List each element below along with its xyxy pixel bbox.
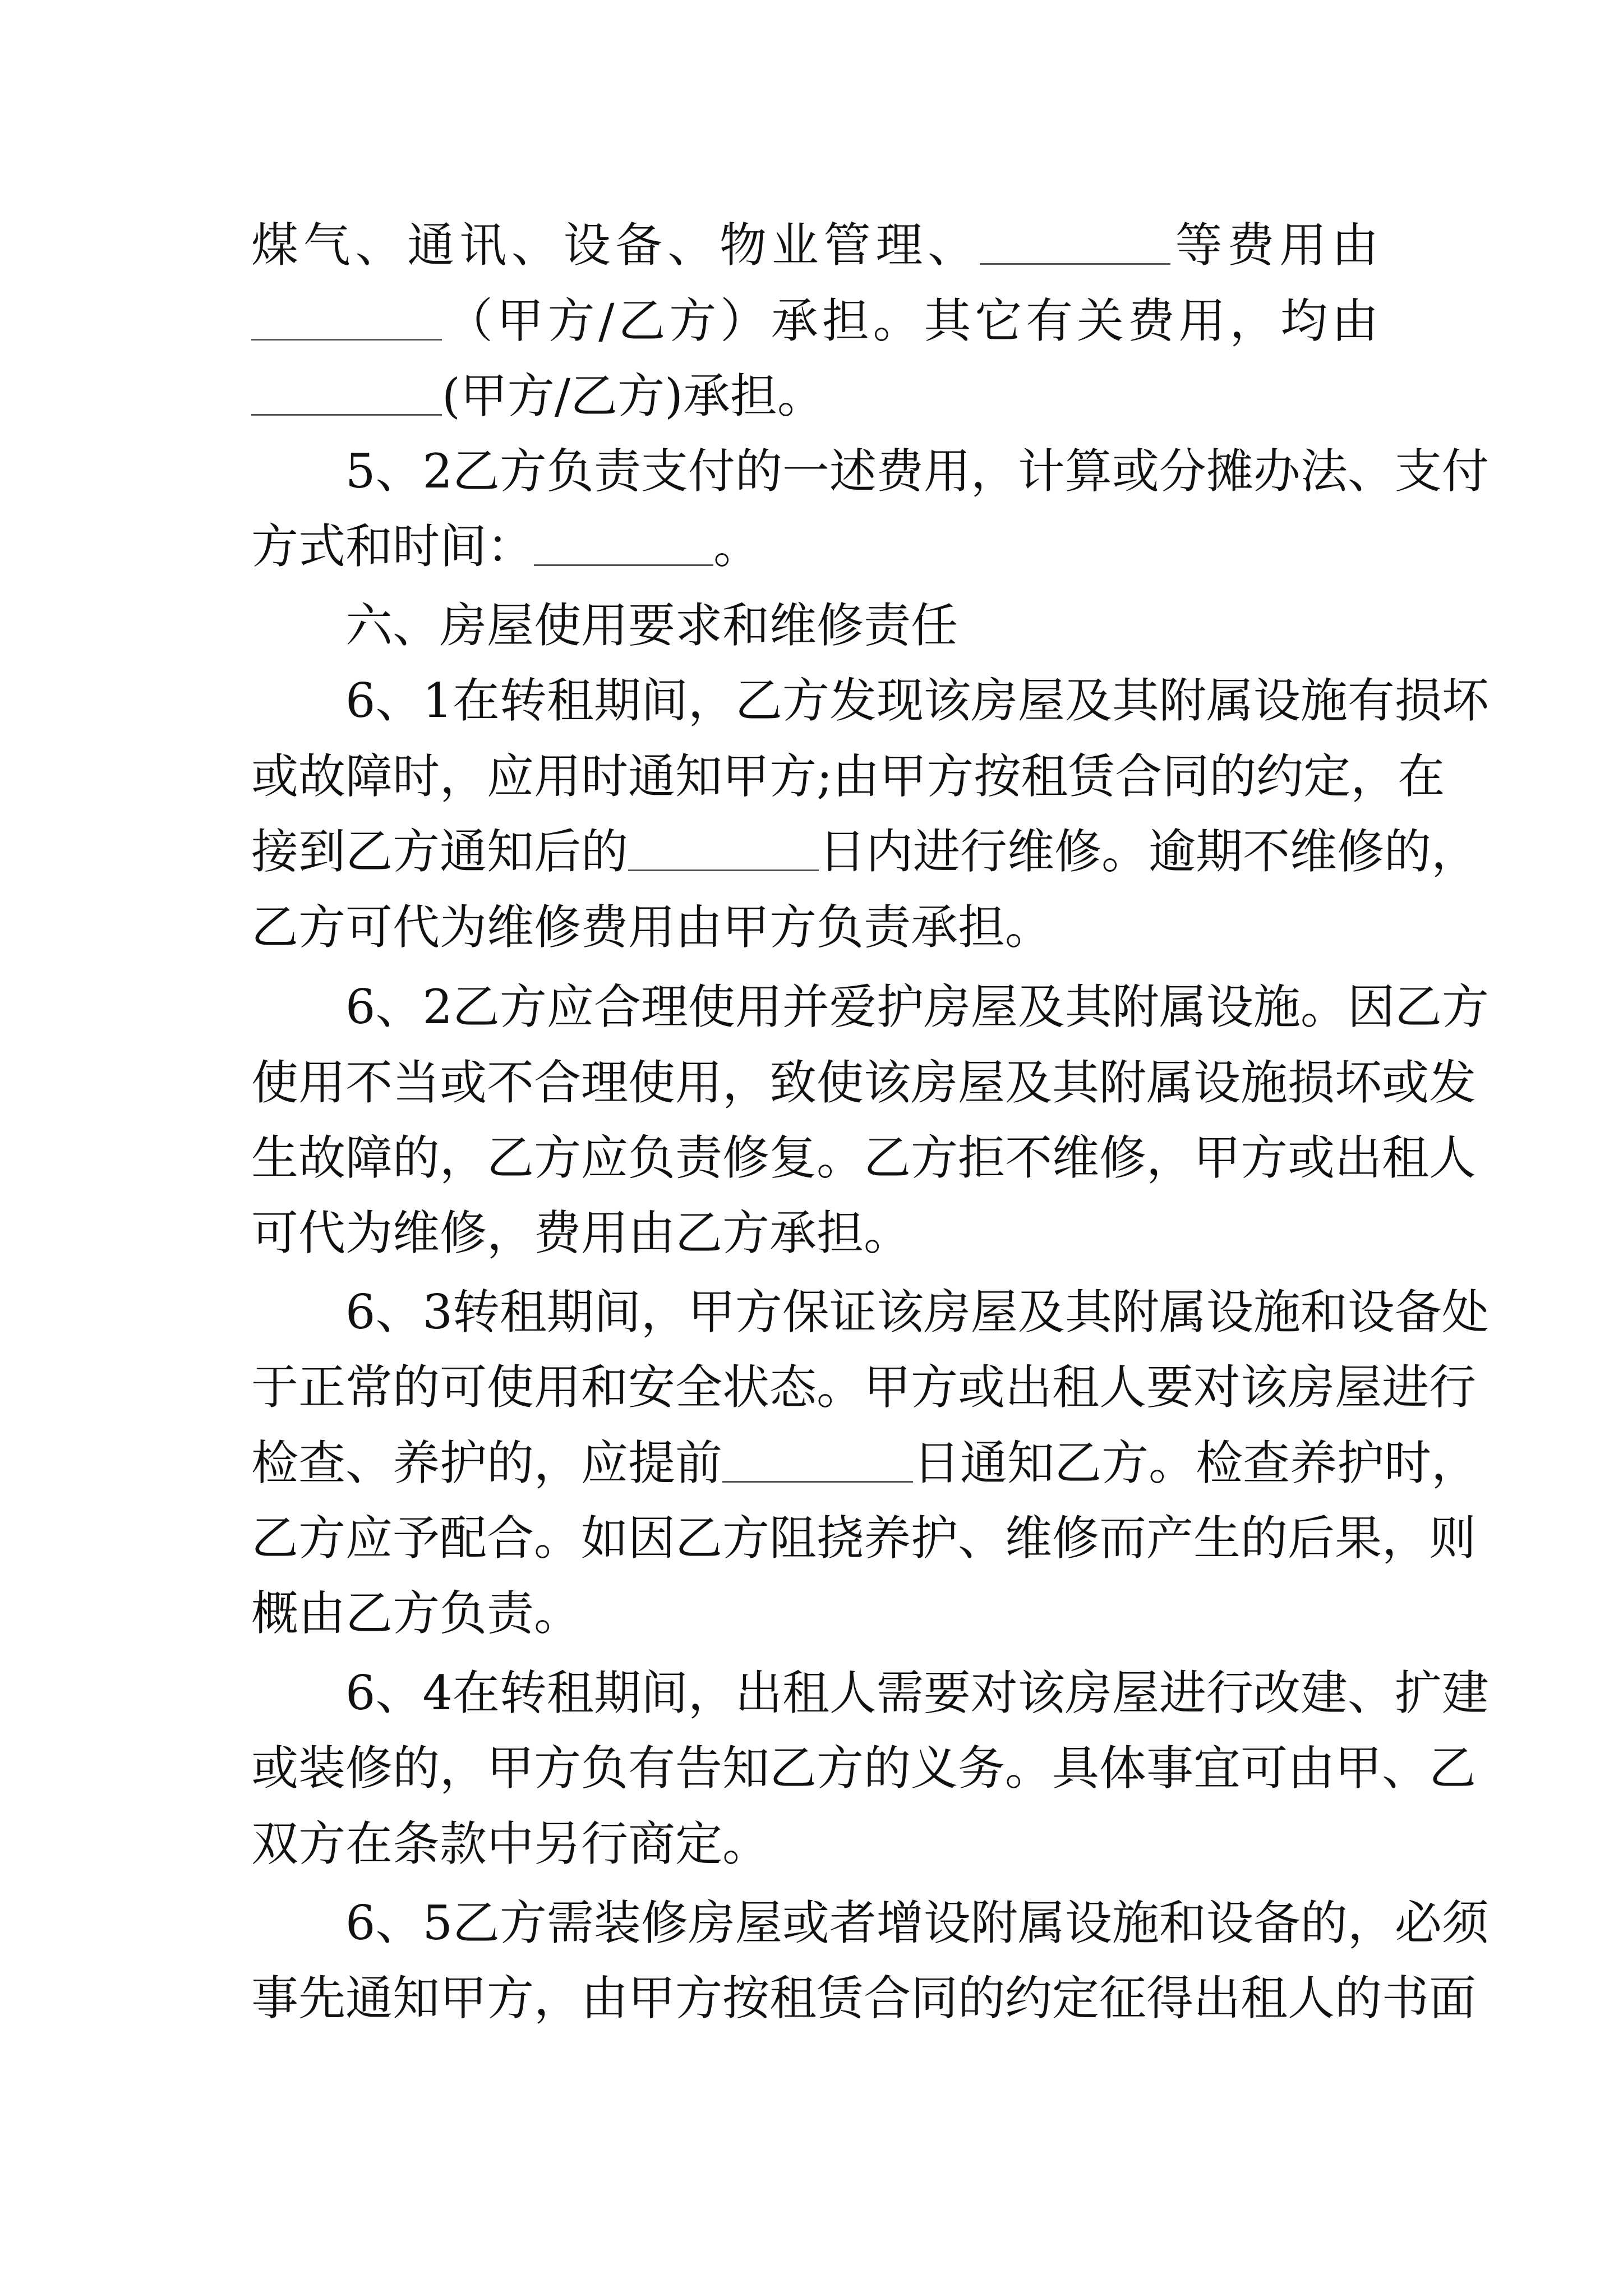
text-line <box>251 1116 1477 1200</box>
line-text: 6、4在转租期间，出租人需要对该房屋进行改建、扩建 <box>345 1665 1489 1720</box>
text-line <box>251 965 1489 1049</box>
text-line <box>251 504 1378 588</box>
line-text: 5、2乙方负责支付的一述费用，计算或分摊办法、支付 <box>345 444 1489 499</box>
fill-in-blank <box>628 822 819 871</box>
fill-in-blank <box>980 216 1170 265</box>
line-text: 可代为维修，费用由乙方承担。 <box>251 1205 911 1260</box>
text-line <box>251 1571 1378 1655</box>
line-text: 。 <box>713 519 761 574</box>
line-text: 乙方应予配合。如因乙方阻挠养护、维修而产生的后果，则 <box>251 1511 1477 1566</box>
fill-in-blank <box>251 367 442 416</box>
heading-text: 六、房屋使用要求和维修责任 <box>345 598 958 653</box>
text-line <box>251 203 1378 287</box>
text-line <box>251 1345 1477 1429</box>
text-line <box>251 1041 1477 1125</box>
line-text: 方式和时间： <box>251 519 534 574</box>
text-line <box>251 1881 1489 1965</box>
text-line <box>251 1956 1477 2040</box>
line-text: 或装修的，甲方负有告知乙方的义务。具体事宜可由甲、乙 <box>251 1741 1477 1796</box>
line-text: 使用不当或不合理使用，致使该房屋及其附属设施损坏或发 <box>251 1055 1477 1110</box>
line-text: 双方在条款中另行商定。 <box>251 1816 770 1871</box>
text-line <box>251 809 1479 894</box>
line-text: 乙方可代为维修费用由甲方负责承担。 <box>251 900 1053 955</box>
text-line <box>251 1191 1378 1275</box>
text-line <box>251 1802 1378 1886</box>
line-text: 或故障时，应用时通知甲方;由甲方按租赁合同的约定，在 <box>251 749 1445 804</box>
text-line <box>251 1726 1477 1810</box>
line-text: 接到乙方通知后的 <box>251 824 629 879</box>
line-text: 事先通知甲方，由甲方按租赁合同的约定征得出租人的书面 <box>251 1971 1477 2026</box>
text-line <box>251 1651 1489 1735</box>
line-text: 检查、养护的，应提前 <box>251 1435 723 1490</box>
line-text: 概由乙方负责。 <box>251 1586 582 1641</box>
line-text: 日内进行维修。逾期不维修的， <box>819 824 1479 879</box>
line-text: 6、3转租期间，甲方保证该房屋及其附属设施和设备处 <box>345 1285 1489 1340</box>
section-heading <box>251 583 1378 668</box>
text-line <box>251 354 1378 438</box>
text-line <box>251 279 1378 363</box>
text-line <box>251 1270 1489 1354</box>
line-text: （甲方/乙方）承担。其它有关费用，均由 <box>442 293 1378 348</box>
fill-in-blank <box>722 1434 913 1483</box>
line-text: 6、1在转租期间，乙方发现该房屋及其附属设施有损坏 <box>345 673 1489 728</box>
text-line <box>251 1421 1479 1505</box>
line-text: 于正常的可使用和安全状态。甲方或出租人要对该房屋进行 <box>251 1360 1477 1415</box>
fill-in-blank <box>534 517 713 566</box>
fill-in-blank <box>251 292 442 341</box>
text-line <box>251 734 1445 818</box>
line-text: 6、5乙方需装修房屋或者增设附属设施和设备的，必须 <box>345 1895 1489 1950</box>
line-text: 日通知乙方。检查养护时， <box>913 1435 1479 1490</box>
text-line <box>251 885 1378 969</box>
text-line <box>251 659 1489 743</box>
line-text: 等费用由 <box>1170 218 1378 273</box>
text-line <box>251 1496 1477 1580</box>
text-line <box>251 429 1489 513</box>
line-text: 生故障的，乙方应负责修复。乙方拒不维修，甲方或出租人 <box>251 1130 1477 1185</box>
line-text: (甲方/乙方)承担。 <box>442 369 824 424</box>
line-text: 6、2乙方应合理使用并爱护房屋及其附属设施。因乙方 <box>345 979 1489 1034</box>
line-text: 煤气、通讯、设备、物业管理、 <box>251 218 980 273</box>
